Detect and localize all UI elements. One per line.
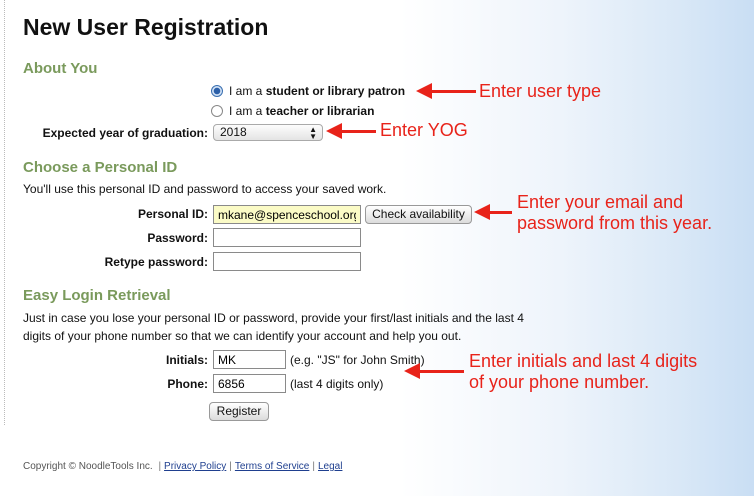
radio-student-bold: student or library patron <box>265 84 406 98</box>
radio-student-label[interactable] <box>229 84 405 98</box>
radio-teacher-label[interactable] <box>229 104 374 118</box>
retype-password-label: Retype password: <box>104 255 208 269</box>
retype-password-input[interactable] <box>213 252 361 271</box>
about-you-heading: About You <box>23 60 98 77</box>
left-dotted-border <box>4 0 6 425</box>
radio-teacher-bold: teacher or librarian <box>265 104 375 118</box>
graduation-year-select[interactable] <box>213 124 323 141</box>
phone-label: Phone: <box>167 377 208 391</box>
radio-student[interactable] <box>211 85 223 97</box>
easy-login-description-line1: Just in case you lose your personal ID or password, provide your first/last initials and the last 4 <box>23 311 524 325</box>
select-arrows-icon: ▲ ▼ <box>309 125 317 141</box>
personal-id-heading: Choose a Personal ID <box>23 159 178 176</box>
phone-input[interactable] <box>213 374 286 393</box>
personal-id-description: You'll use this personal ID and password to access your saved work. <box>23 182 387 196</box>
legal-link[interactable]: Legal <box>317 461 343 472</box>
footer-separator: | <box>229 461 232 472</box>
footer-copyright: Copyright © NoodleTools Inc. <box>23 461 153 472</box>
easy-login-description-line2: digits of your phone number so that we can identify your account and help you out. <box>23 329 462 343</box>
annotation-email-line1: Enter your email and <box>517 192 684 212</box>
annotation-user-type: Enter user type <box>479 81 602 101</box>
annotation-arrow-user-type <box>430 90 476 93</box>
annotation-arrow-initials <box>418 370 464 373</box>
footer-separator: | <box>312 461 315 472</box>
register-button[interactable]: Register <box>209 402 269 421</box>
radio-teacher-prefix: I am a <box>229 104 266 118</box>
footer <box>23 461 342 472</box>
phone-hint: (last 4 digits only) <box>290 377 384 391</box>
initials-label: Initials: <box>165 353 208 367</box>
easy-login-heading: Easy Login Retrieval <box>23 287 171 304</box>
terms-of-service-link[interactable]: Terms of Service <box>234 461 310 472</box>
radio-student-prefix: I am a <box>229 84 266 98</box>
check-availability-button[interactable]: Check availability <box>365 205 472 224</box>
personal-id-input[interactable] <box>213 205 361 224</box>
annotation-arrow-email <box>488 211 512 214</box>
privacy-policy-link[interactable]: Privacy Policy <box>164 461 227 472</box>
password-input[interactable] <box>213 228 361 247</box>
annotation-initials-line1: Enter initials and last 4 digits <box>469 351 698 371</box>
annotation-initials-line2: of your phone number. <box>469 372 650 392</box>
password-label: Password: <box>147 231 208 245</box>
personal-id-label: Personal ID: <box>137 207 208 221</box>
annotation-email-line2: password from this year. <box>517 213 713 233</box>
initials-input[interactable] <box>213 350 286 369</box>
footer-separator: | <box>158 461 162 472</box>
annotation-yog: Enter YOG <box>380 120 468 140</box>
annotation-arrow-yog <box>340 130 376 133</box>
initials-hint: (e.g. "JS" for John Smith) <box>290 353 425 367</box>
page-title: New User Registration <box>23 14 269 40</box>
graduation-label: Expected year of graduation: <box>42 126 208 140</box>
graduation-year-value: 2018 <box>220 125 247 139</box>
radio-teacher[interactable] <box>211 105 223 117</box>
